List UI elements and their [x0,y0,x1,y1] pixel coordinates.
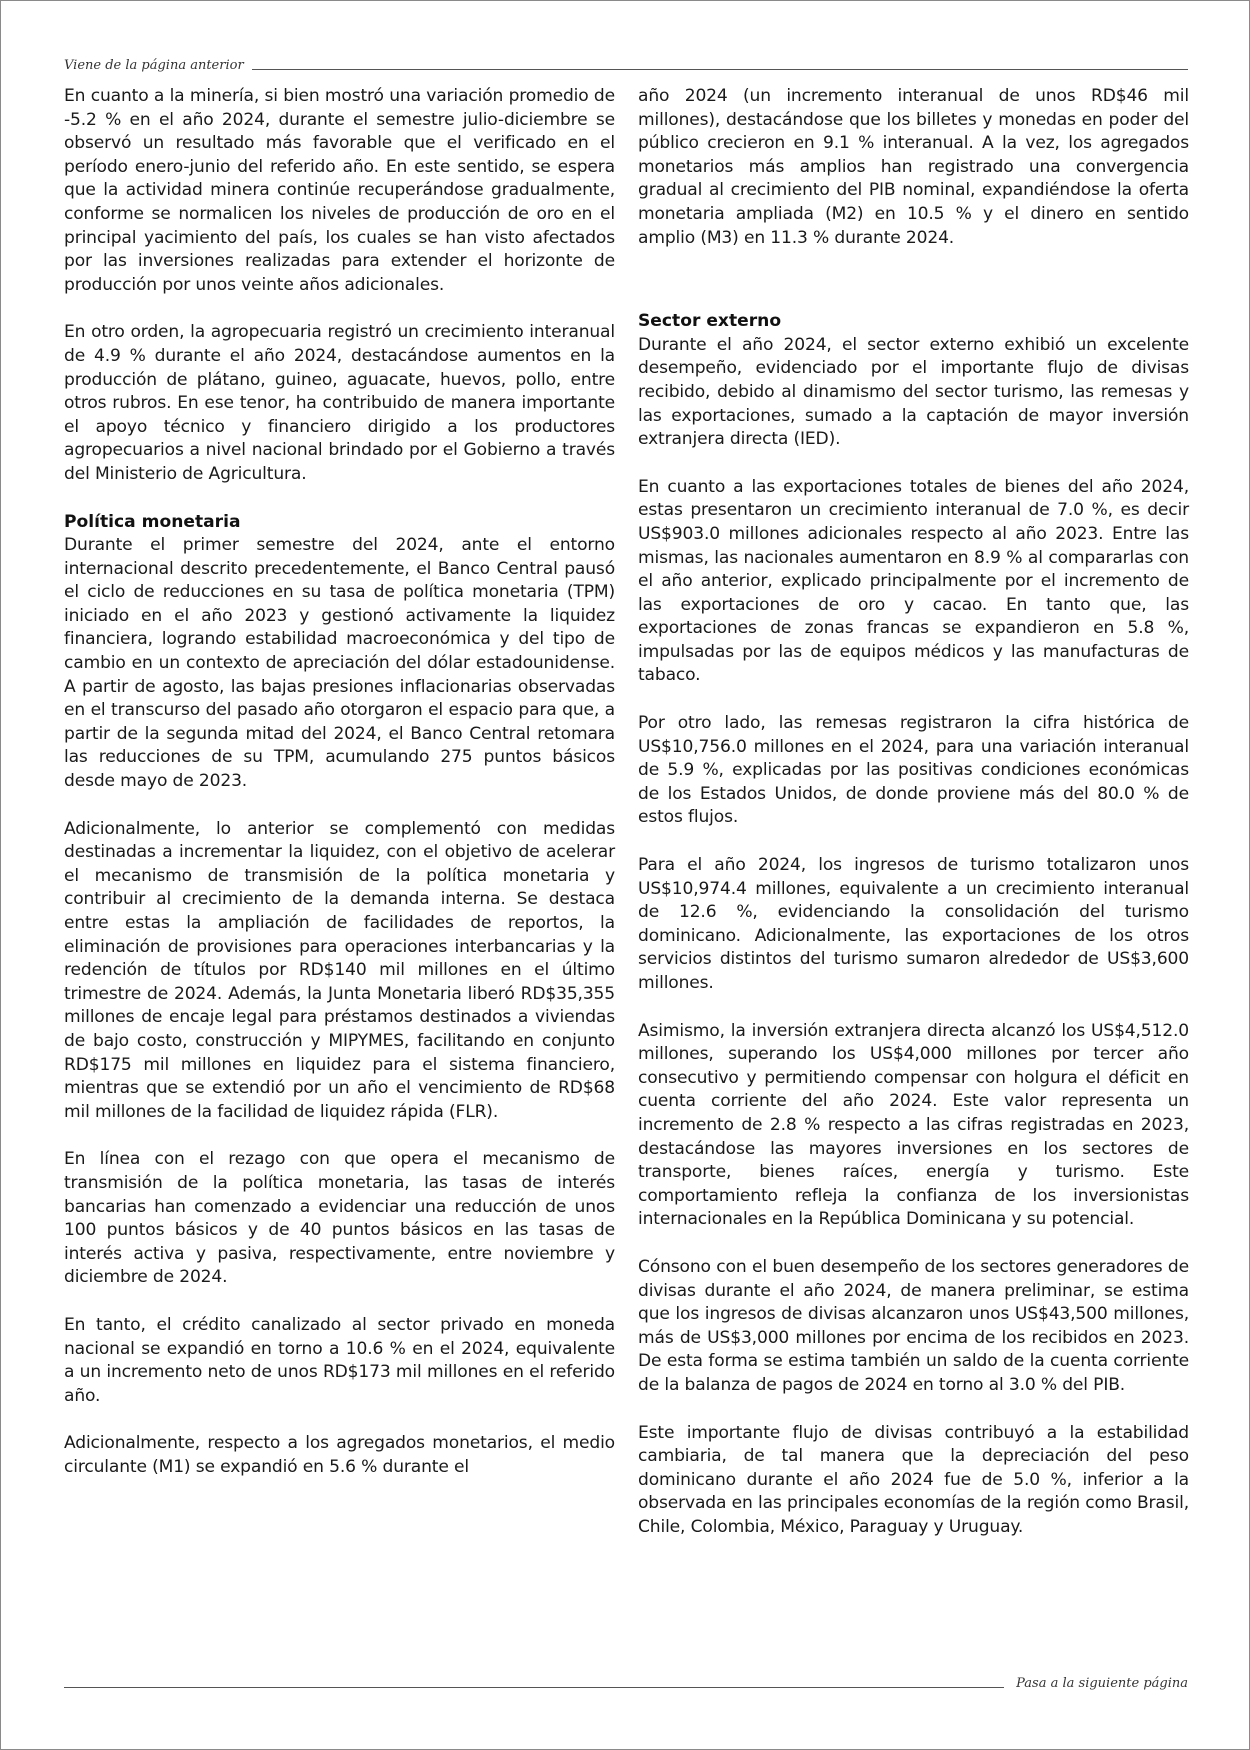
paragraph-credito: En tanto, el crédito canalizado al sector privado en moneda nacional se expandió en torno a 10.6 % en el 2024, equivalente a un incremento neto de unos RD$173 mil millones en el referido año. [64,1314,615,1406]
page-footer [64,1671,1188,1691]
section-spacer [638,274,1189,310]
right-column [638,85,1189,1539]
paragraph-inversion-extranjera: Asimismo, la inversión extranjera directa alcanzó los US$4,512.0 millones, superando los US$4,000 millones por tercer año consecutivo y permitiendo compensar con holgura el déficit en cuenta corriente del año 2024. Este valor representa un incremento de 2.8 % respecto a las cifras registradas en 2023, destacándose las mayores inversiones en los sectores de transporte, bienes raíces, energía y turismo. Este comportamiento refleja la confianza de los inversionistas internacionales en la República Dominicana y su potencial. [638,1020,1189,1230]
paragraph-turismo: Para el año 2024, los ingresos de turismo totalizaron unos US$10,974.4 millones, equivalente a un crecimiento interanual de 12.6 %, evidenciando la consolidación del turismo dominicano. Adicionalmente, las exportaciones de los otros servicios distintos del turismo sumaron alrededor de US$3,600 millones. [638,855,1189,993]
paragraph-m1-continuacion: año 2024 (un incremento interanual de unos RD$46 mil millones), destacándose que los billetes y monedas en poder del público crecieron en 9.1 % interanual. A la vez, los agregados monetarios más amplios han registrado una convergencia gradual al crecimiento del PIB nominal, expandiéndose la oferta monetaria ampliada (M2) en 10.5 % y el dinero en sentido amplio (M3) en 11.3 % durante 2024. [638,86,1189,248]
paragraph-primer-semestre: Durante el primer semestre del 2024, ante el entorno internacional descrito precedentemente, el Banco Central pausó el ciclo de reducciones en su tasa de política monetaria (TPM) iniciado en el año 2023 y gestionó activamente la liquidez financiera, logrando estabilidad macroeconómica y del tipo de cambio en un contexto de apreciación del dólar estadounidense. A partir de agosto, las bajas presiones inflacionarias observadas en el transcurso del pasado año otorgaron el espacio para que, a partir de la segunda mitad del 2024, el Banco Central retomara las reducciones de su TPM, acumulando 275 puntos básicos desde mayo de 2023. [64,535,615,792]
paragraph-estabilidad-cambiaria: Este importante flujo de divisas contribuyó a la estabilidad cambiaria, de tal manera que la depreciación del peso dominicano durante el año 2024 fue de 5.0 %, inferior a la observada en las principales economías de la región como Brasil, Chile, Colombia, México, Paraguay y Uruguay. [638,1422,1189,1537]
page-header [64,53,1188,73]
heading-sector-externo: Sector externo [638,311,782,332]
paragraph-agregados-monetarios: Adicionalmente, respecto a los agregados monetarios, el medio circulante (M1) se expandió en 5.6 % durante el [64,1433,615,1477]
paragraph-exportaciones: En cuanto a las exportaciones totales de bienes del año 2024, estas presentaron un crecimiento interanual de 7.0 %, es decir US$903.0 millones adicionales respecto al año 2023. Entre las mismas, las nacionales aumentaron en 8.9 % al compararlas con el año anterior, explicado principalmente por el incremento de las exportaciones de oro y cacao. En tanto que, las exportaciones de zonas francas se expandieron en 5.8 %, impulsadas por las de equipos médicos y las manufacturas de tabaco. [638,476,1189,686]
header-rule [252,69,1188,70]
left-column [64,85,615,1479]
continues-on-label: Pasa a la siguiente página [1016,1676,1188,1691]
paragraph-tasas-interes: En línea con el rezago con que opera el mecanismo de transmisión de la política monetaria, las tasas de interés bancarias han comenzado a evidenciar una reducción de unos 100 puntos básicos y de 40 puntos básicos en las tasas de interés activa y pasiva, respectivamente, entre noviembre y diciembre de 2024. [64,1149,615,1288]
paragraph-sector-externo: Durante el año 2024, el sector externo exhibió un excelente desempeño, evidenciado por el importante flujo de divisas recibido, debido al dinamismo del sector turismo, las remesas y las exportaciones, sumado a la captación de mayor inversión extranjera directa (IED). [638,334,1189,450]
paragraph-mineria: En cuanto a la minería, si bien mostró una variación promedio de -5.2 % en el año 2024, durante el semestre julio-diciembre se observó un resultado más favorable que el verificado en el período enero-junio del referido año. En este sentido, se espera que la actividad minera continúe recuperándose gradualmente, conforme se normalicen los niveles de producción de oro en el principal yacimiento del país, los cuales se han visto afectados por las inversiones realizadas para extender el horizonte de producción por unos veinte años adicionales. [64,86,615,295]
paragraph-agropecuaria: En otro orden, la agropecuaria registró un crecimiento interanual de 4.9 % durante el año 2024, destacándose aumentos en la producción de plátano, guineo, aguacate, huevos, pollo, entre otros rubros. En ese tenor, ha contribuido de manera importante el apoyo técnico y financiero dirigido a los productores agropecuarios a nivel nacional brindado por el Gobierno a través del Ministerio de Agricultura. [64,322,615,484]
paragraph-liquidez: Adicionalmente, lo anterior se complementó con medidas destinadas a incrementar la liquidez, con el objetivo de acelerar el mecanismo de transmisión de la política monetaria y contribuir al crecimiento de la demanda interna. Se destaca entre estas la ampliación de facilidades de reportos, la eliminación de provisiones para operaciones interbancarias y la redención de títulos por RD$140 mil millones en el último trimestre de 2024. Además, la Junta Monetaria liberó RD$35,355 millones de encaje legal para préstamos destinados a viviendas de bajo costo, construcción y MIPYMES, facilitando en conjunto RD$175 mil millones en liquidez para el sistema financiero, mientras que se extendió por un año el vencimiento de RD$68 mil millones de la facilidad de liquidez rápida (FLR). [64,818,615,1122]
continued-from-label: Viene de la página anterior [64,58,244,73]
paragraph-remesas: Por otro lado, las remesas registraron la cifra histórica de US$10,756.0 millones en el 2024, para una variación interanual de 5.9 %, explicadas por las positivas condiciones económicas de los Estados Unidos, de donde proviene más del 80.0 % de estos flujos. [638,713,1189,828]
heading-politica-monetaria: Política monetaria [64,511,241,532]
paragraph-ingresos-divisas: Cónsono con el buen desempeño de los sectores generadores de divisas durante el año 2024, de manera preliminar, se estima que los ingresos de divisas alcanzaron unos US$43,500 millones, más de US$3,000 millones por encima de los recibidos en 2023. De esta forma se estima también un saldo de la cuenta corriente de la balanza de pagos de 2024 en torno al 3.0 % del PIB. [638,1256,1189,1395]
footer-rule [64,1687,1004,1688]
